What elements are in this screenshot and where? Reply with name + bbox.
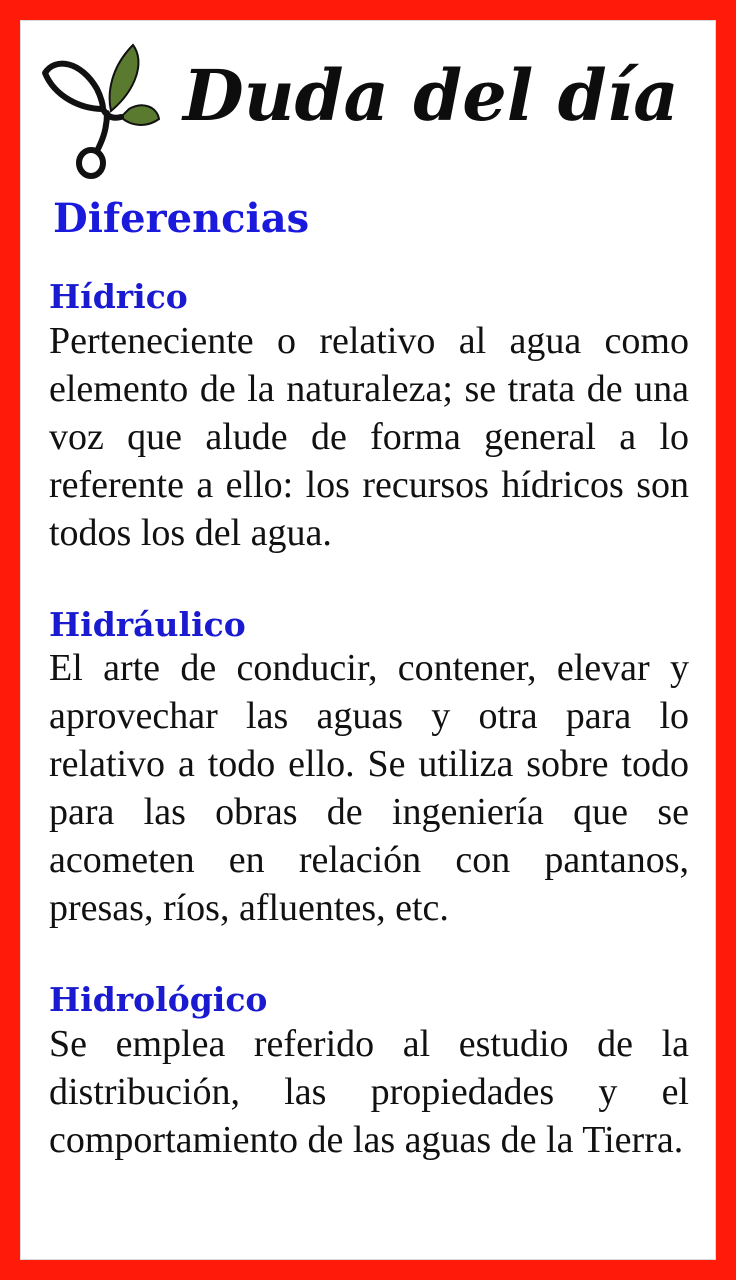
entry-term: Hidrológico xyxy=(49,980,268,1020)
entry-term: Hidráulico xyxy=(49,604,246,644)
entry-hidraulico xyxy=(49,605,689,933)
entry-list xyxy=(49,277,689,1212)
brand-title: Duda del día xyxy=(183,54,679,137)
entry-hidrico xyxy=(49,277,689,557)
olive-branch-icon xyxy=(41,39,161,179)
entry-term: Hídrico xyxy=(49,277,188,316)
section-title: Diferencias xyxy=(53,195,310,242)
entry-hidrologico xyxy=(49,980,689,1164)
content-card xyxy=(20,20,716,1260)
entry-definition: Se emplea referido al estudio de la distribución, las propiedades y el comportamiento de las aguas de la Tierra. xyxy=(49,1022,689,1161)
entry-definition: El arte de conducir, contener, elevar y aprovechar las aguas y otra para lo relativo a todo ello. Se utiliza sobre todo para las obras de ingeniería que se acometen en relación con pantanos, presas, ríos, afluentes, etc. xyxy=(49,647,689,930)
entry-definition: Perteneciente o relativo al agua como elemento de la naturaleza; se trata de una voz que alude de forma general a lo referente a ello: los recursos hídricos son todos los del agua. xyxy=(49,319,689,554)
